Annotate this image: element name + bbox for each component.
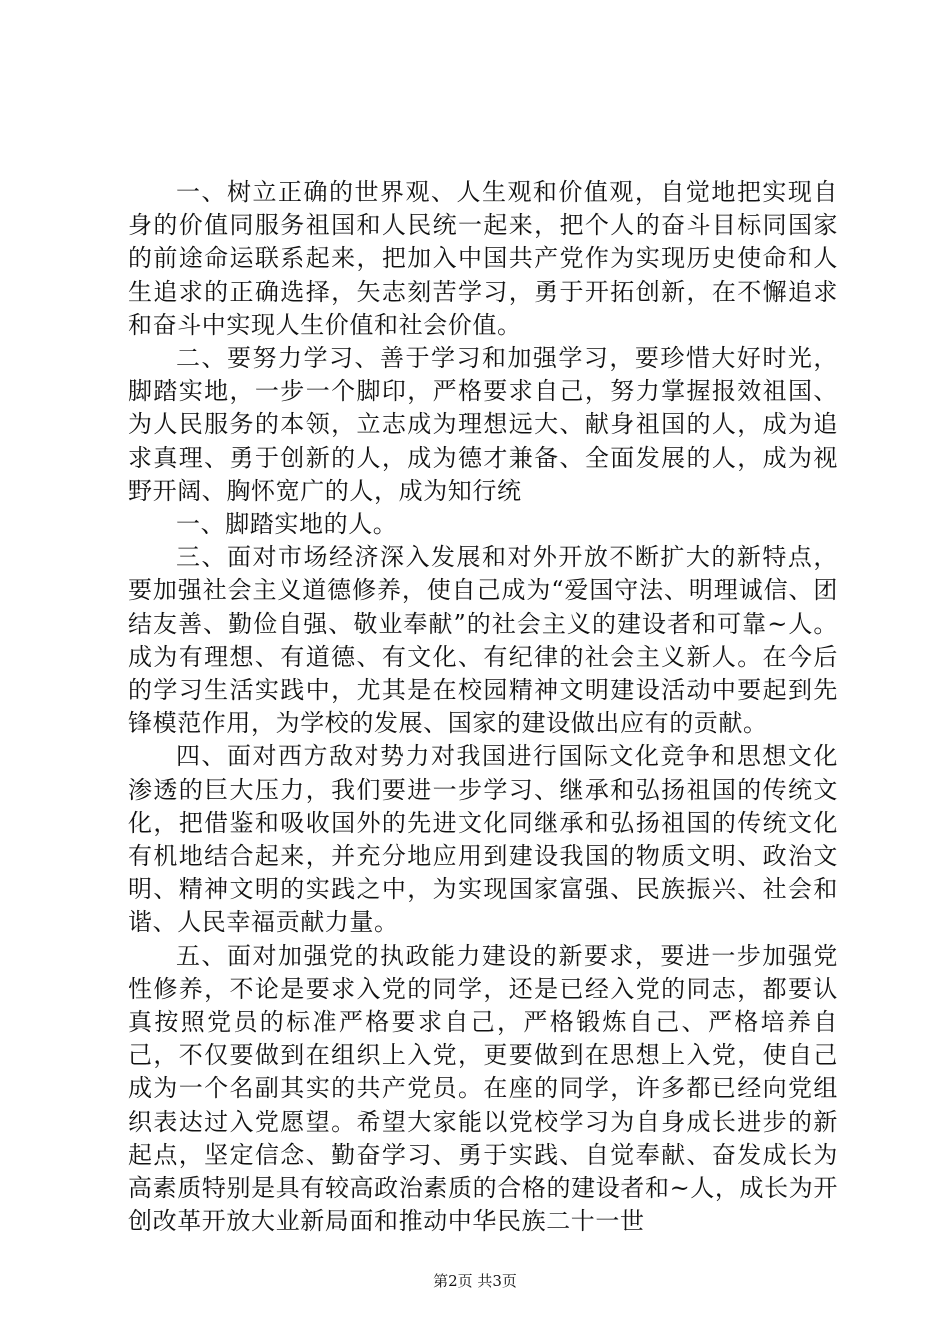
paragraph-3: 一、脚踏实地的人。	[176, 510, 398, 539]
document-body	[128, 176, 838, 1239]
page-footer: 第2页 共3页	[433, 1272, 517, 1290]
paragraph-5: 四、面对西方敌对势力对我国进行国际文化竞争和思想文化渗透的巨大压力，我们要进一步学习、继承和弘扬祖国的传统文化，把借鉴和吸收国外的先进文化同继承和弘扬祖国的传统文化有机地结合起来，并充分地应用到建设我国的物质文明、政治文明、精神文明的实践之中，为实现国家富强、民族振兴、社会和谐、人民幸福贡献力量。	[128, 742, 838, 937]
paragraph-6: 五、面对加强党的执政能力建设的新要求，要进一步加强党性修养，不论是要求入党的同学，还是已经入党的同志，都要认真按照党员的标准严格要求自己，严格锻炼自己、严格培养自己，不仅要做到在组织上入党，更要做到在思想上入党，使自己成为一个名副其实的共产党员。在座的同学，许多都已经向党组织表达过入党愿望。希望大家能以党校学习为自身成长进步的新起点，坚定信念、勤奋学习、勇于实践、自觉奉献、奋发成长为高素质特别是具有较高政治素质的合格的建设者和~人，成长为开创改革开放大业新局面和推动中华民族二十一世	[128, 941, 838, 1236]
paragraph-2: 二、要努力学习、善于学习和加强学习，要珍惜大好时光，脚踏实地，一步一个脚印，严格要求自己，努力掌握报效祖国、为人民服务的本领，立志成为理想远大、献身祖国的人，成为追求真理、勇于创新的人，成为德才兼备、全面发展的人，成为视野开阔、胸怀宽广的人，成为知行统	[128, 344, 838, 505]
paragraph-4: 三、面对市场经济深入发展和对外开放不断扩大的新特点，要加强社会主义道德修养，使自己成为“爱国守法、明理诚信、团结友善、勤俭自强、敬业奉献”的社会主义的建设者和可靠~人。成为有理想、有道德、有文化、有纪律的社会主义新人。在今后的学习生活实践中，尤其是在校园精神文明建设活动中要起到先锋模范作用，为学校的发展、国家的建设做出应有的贡献。	[128, 543, 838, 738]
paragraph-1: 一、树立正确的世界观、人生观和价值观，自觉地把实现自身的价值同服务祖国和人民统一起来，把个人的奋斗目标同国家的前途命运联系起来，把加入中国共产党作为实现历史使命和人生追求的正确选择，矢志刻苦学习，勇于开拓创新，在不懈追求和奋斗中实现人生价值和社会价值。	[128, 178, 838, 339]
